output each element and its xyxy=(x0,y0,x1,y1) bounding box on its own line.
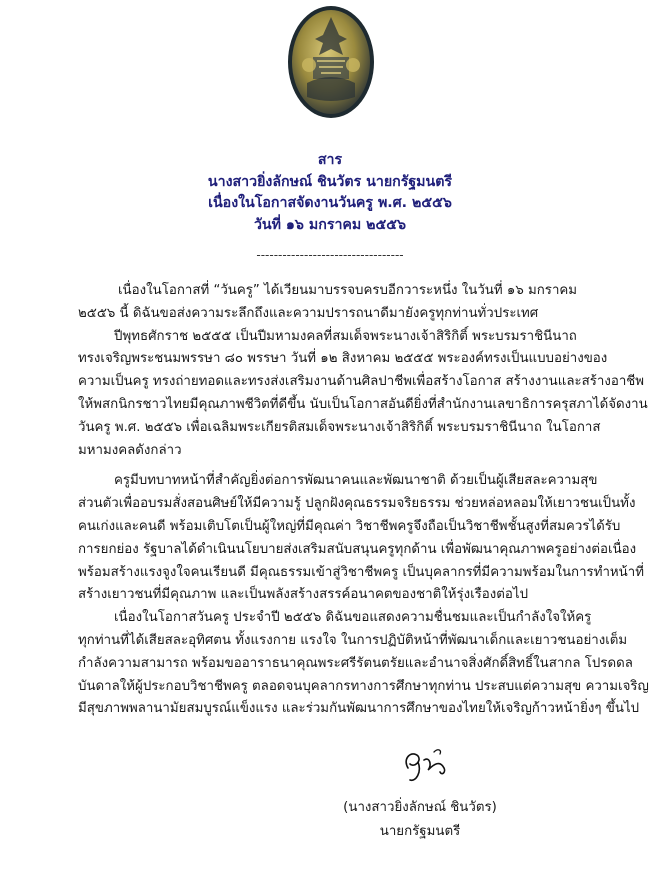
paragraph-2 xyxy=(78,326,648,463)
paragraph-line: ความเป็นครู ทรงถ่ายทอดและทรงส่งเสริมงานด้านศิลปาชีพเพื่อสร้างโอกาส สร้างงานและสร้างอาชีพ xyxy=(78,374,645,390)
paragraph-1 xyxy=(78,280,648,326)
paragraph-line: ๒๕๕๖ นี้ ดิฉันขอส่งความระลึกถึงและความปรารถนาดีมายังครูทุกท่านทั่วประเทศ xyxy=(78,305,539,321)
signatory-name: (นางสาวยิ่งลักษณ์ ชินวัตร) xyxy=(343,800,497,815)
document-header xyxy=(0,150,660,236)
header-divider: ---------------------------------- xyxy=(256,248,404,262)
paragraph-line: สร้างเยาวชนที่มีคุณภาพ และเป็นพลังสร้างสรรค์อนาคตของชาติให้รุ่งเรืองต่อไป xyxy=(78,587,529,603)
paragraph-line: ทุกท่านที่ได้เสียสละอุทิศตน ทั้งแรงกาย แรงใจ ในการปฏิบัติหน้าที่พัฒนาเด็กและเยาวชนอย่างเต็ม xyxy=(78,632,628,648)
paragraph-line: เนื่องในโอกาสที่ “วันครู” ได้เวียนมาบรรจบครบอีกวาระหนึ่ง ในวันที่ ๑๖ มกราคม xyxy=(118,283,578,298)
paragraph-line: คนเก่งและคนดี พร้อมเติบโตเป็นผู้ใหญ่ที่มีคุณค่า วิชาชีพครูจึงถือเป็นวิชาชีพชั้นสูงที่สมควรได้รับ xyxy=(78,518,621,534)
paragraph-line: กำลังความสามารถ พร้อมขออาราธนาคุณพระศรีรัตนตรัยและอำนาจสิ่งศักดิ์สิทธิ์ในสากล โปรดดล xyxy=(78,655,633,671)
header-line-3: เนื่องในโอกาสจัดงานวันครู พ.ศ. ๒๕๕๖ xyxy=(208,195,452,211)
paragraph-line: ปีพุทธศักราช ๒๕๕๕ เป็นปีมหามงคลที่สมเด็จพระนางเจ้าสิริกิติ์ พระบรมราชินีนาถ xyxy=(114,328,577,344)
header-line-4: วันที่ ๑๖ มกราคม ๒๕๕๖ xyxy=(253,216,407,233)
paragraph-line: พร้อมสร้างแรงจูงใจคนเรียนดี มีคุณธรรมเข้าสู่วิชาชีพครู เป็นบุคลากรที่มีความพร้อมในการทำหน้าที่ xyxy=(78,564,645,580)
paragraph-line: เนื่องในโอกาสวันครู ประจำปี ๒๕๕๖ ดิฉันขอแสดงความชื่นชมและเป็นกำลังใจให้ครู xyxy=(114,610,592,626)
paragraph-line: การยกย่อง รัฐบาลได้ดำเนินนโยบายส่งเสริมสนับสนุนครูทุกด้าน เพื่อพัฒนาคุณภาพครูอย่างต่อเนื่อง xyxy=(78,541,637,557)
paragraph-line: มีสุขภาพพลานามัยสมบูรณ์แข็งแรง และร่วมกันพัฒนาการศึกษาของไทยให้เจริญก้าวหน้ายิ่งๆ ขึ้นไป xyxy=(78,701,640,717)
paragraph-3 xyxy=(78,470,648,607)
letter-body xyxy=(78,280,649,721)
government-seal-icon xyxy=(287,5,375,119)
paragraph-line: มหามงคลดังกล่าว xyxy=(78,442,182,458)
paragraph-line: วันครู พ.ศ. ๒๕๕๖ เพื่อเฉลิมพระเกียรติสมเด็จพระนางเจ้าสิริกิติ์ พระบรมราชินีนาถ ในโอกาส xyxy=(78,419,601,435)
paragraph-line: ส่วนตัวเพื่ออบรมสั่งสอนศิษย์ให้มีความรู้ ปลูกฝังคุณธรรมจริยธรรม ช่วยหล่อหลอมให้เยาวชนเป็นทั้ง xyxy=(78,496,636,512)
paragraph-line: ให้พสกนิกรชาวไทยมีคุณภาพชีวิตที่ดีขึ้น นับเป็นโอกาสอันดียิ่งที่สำนักงานเลขาธิการครุสภาได้จัดงาน xyxy=(78,396,648,412)
paragraph-4 xyxy=(78,607,649,721)
header-line-2: นางสาวยิ่งลักษณ์ ชินวัตร นายกรัฐมนตรี xyxy=(207,173,453,190)
paragraph-line: ทรงเจริญพระชนมพรรษา ๘๐ พรรษา วันที่ ๑๒ สิงหาคม ๒๕๕๕ พระองค์ทรงเป็นแบบอย่างของ xyxy=(78,351,608,367)
paragraph-line: บันดาลให้ผู้ประกอบวิชาชีพครู ตลอดจนบุคลากรทางการศึกษาทุกท่าน ประสบแต่ความสุข ความเจริญ xyxy=(78,678,649,694)
handwritten-signature-icon xyxy=(350,738,490,788)
paragraph-line: ครูมีบทบาทหน้าที่สำคัญยิ่งต่อการพัฒนาคนและพัฒนาชาติ ด้วยเป็นผู้เสียสละความสุข xyxy=(114,473,598,489)
header-line-1: สาร xyxy=(317,152,343,168)
signature-block xyxy=(300,738,540,844)
signatory-title: นายกรัฐมนตรี xyxy=(379,824,461,839)
